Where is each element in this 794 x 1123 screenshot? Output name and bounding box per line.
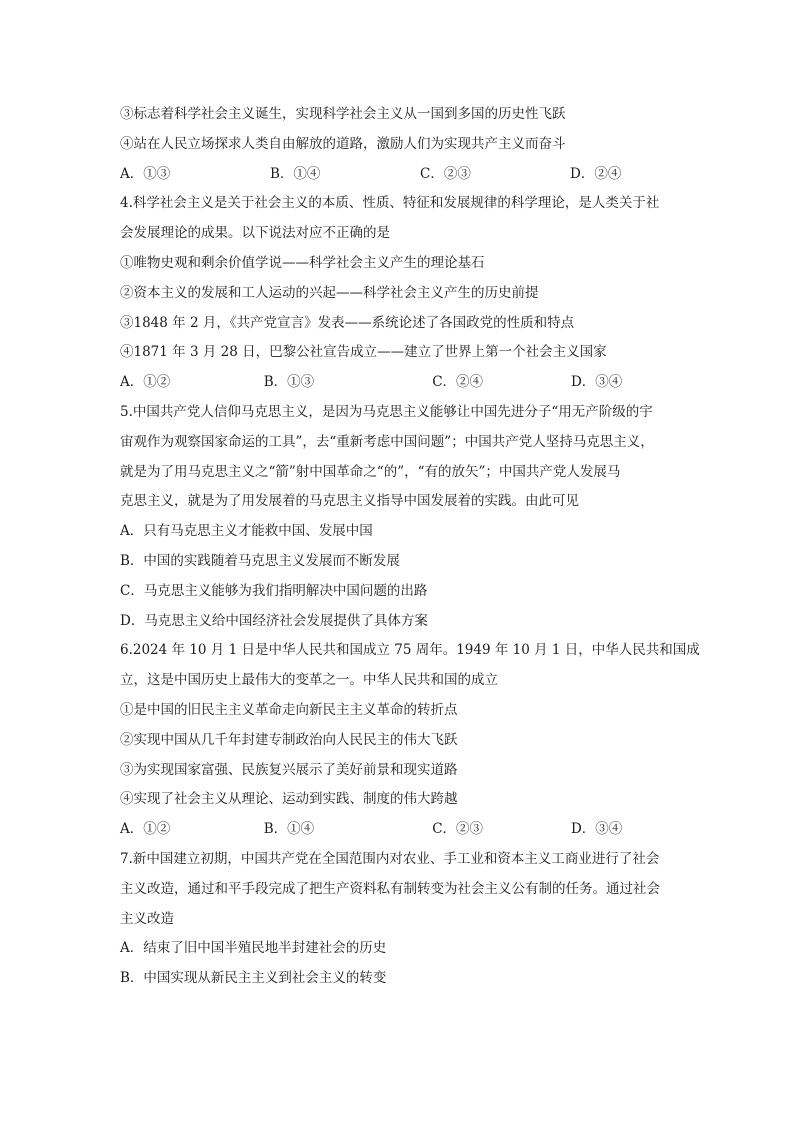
- q3-options: [120, 160, 680, 190]
- q6-option-d: D．③④: [570, 821, 623, 838]
- q5-stem-line-1: 5.中国共产党人信仰马克思主义，是因为马克思主义能够让中国先进分子“用无产阶级的宇: [120, 403, 653, 420]
- q5-stem-line-3: 就是为了用马克思主义之“箭”射中国革命之“的”，“有的放矢”；中国共产党人发展马: [120, 463, 621, 480]
- q5-option-c: C．马克思主义能够为我们指明解决中国问题的出路: [120, 582, 428, 599]
- q3-option-d: D．②④: [570, 165, 622, 182]
- q5-option-a: A．只有马克思主义才能救中国、发展中国: [120, 523, 373, 540]
- q6-option-a: A．①②: [120, 821, 171, 838]
- q6-item-4: ④实现了社会主义从理论、运动到实践、制度的伟大跨越: [120, 791, 458, 808]
- q3-option-c: C．②③: [420, 165, 471, 182]
- q6-option-b: B．①④: [263, 821, 315, 838]
- q3-option-a: A．①③: [120, 165, 171, 182]
- q6-options: [120, 815, 680, 845]
- q6-option-c: C．②③: [432, 821, 484, 838]
- q7-option-a: A．结束了旧中国半殖民地半封建社会的历史: [120, 940, 387, 957]
- q5-stem-line-2: 宙观作为观察国家命运的工具”，去“重新考虑中国问题”；中国共产党人坚持马克思主义，: [120, 433, 654, 450]
- question-6: [120, 636, 700, 845]
- q4-options: [120, 368, 680, 398]
- q7-stem-line-3: 主义改造: [120, 910, 174, 927]
- q6-stem-line-1: 6.2024 年 10 月 1 日是中华人民共和国成立 75 周年。1949 年 10 月 1 日，中华人民共和国成: [120, 642, 700, 659]
- q4-stem-line-1: 4.科学社会主义是关于社会主义的本质、性质、特征和发展规律的科学理论，是人类关于社: [120, 195, 660, 212]
- q4-item-3: ③1848 年 2 月，《共产党宣言》发表——系统论述了各国政党的性质和特点: [120, 314, 575, 331]
- q4-option-b: B．①③: [263, 374, 315, 391]
- exam-page: [120, 100, 700, 994]
- q7-stem-line-2: 主义改造，通过和平手段完成了把生产资料私有制转变为社会主义公有制的任务。通过社会: [120, 880, 660, 897]
- q4-item-2: ②资本主义的发展和工人运动的兴起——科学社会主义产生的历史前提: [120, 284, 539, 301]
- q3-item-3: ③标志着科学社会主义诞生，实现科学社会主义从一国到多国的历史性飞跃: [120, 106, 566, 122]
- q4-option-a: A．①②: [120, 374, 171, 391]
- q5-stem-line-4: 克思主义，就是为了用发展着的马克思主义指导中国发展着的实践。由此可见: [120, 493, 579, 510]
- q4-item-4: ④1871 年 3 月 28 日，巴黎公社宣告成立——建立了世界上第一个社会主义国家: [120, 344, 607, 361]
- q6-item-3: ③为实现国家富强、民族复兴展示了美好前景和现实道路: [120, 761, 458, 778]
- q7-option-b: B．中国实现从新民主主义到社会主义的转变: [120, 970, 387, 987]
- question-5: [120, 398, 680, 636]
- q6-item-2: ②实现中国从几千年封建专制政治向人民民主的伟大飞跃: [120, 731, 458, 748]
- question-4: [120, 189, 680, 398]
- q3-option-b: B．①④: [270, 165, 321, 182]
- q5-option-b: B．中国的实践随着马克思主义发展而不断发展: [120, 552, 400, 569]
- q6-item-1: ①是中国的旧民主主义革命走向新民主主义革命的转折点: [120, 701, 458, 718]
- q3-item-4: ④站在人民立场探求人类自由解放的道路，激励人们为实现共产主义而奋斗: [120, 135, 566, 152]
- q5-option-d: D．马克思主义给中国经济社会发展提供了具体方案: [120, 612, 428, 629]
- question-7: [120, 845, 680, 994]
- question-3: [120, 100, 680, 189]
- q7-stem-line-1: 7.新中国建立初期，中国共产党在全国范围内对农业、手工业和资本主义工商业进行了社会: [120, 850, 660, 867]
- q4-option-d: D．③④: [570, 374, 623, 391]
- q4-item-1: ①唯物史观和剩余价值学说——科学社会主义产生的理论基石: [120, 254, 485, 271]
- q4-option-c: C．②④: [432, 374, 484, 391]
- q4-stem-line-2: 会发展理论的成果。以下说法对应不正确的是: [120, 225, 390, 242]
- q6-stem-line-2: 立，这是中国历史上最伟大的变革之一。中华人民共和国的成立: [120, 672, 498, 689]
